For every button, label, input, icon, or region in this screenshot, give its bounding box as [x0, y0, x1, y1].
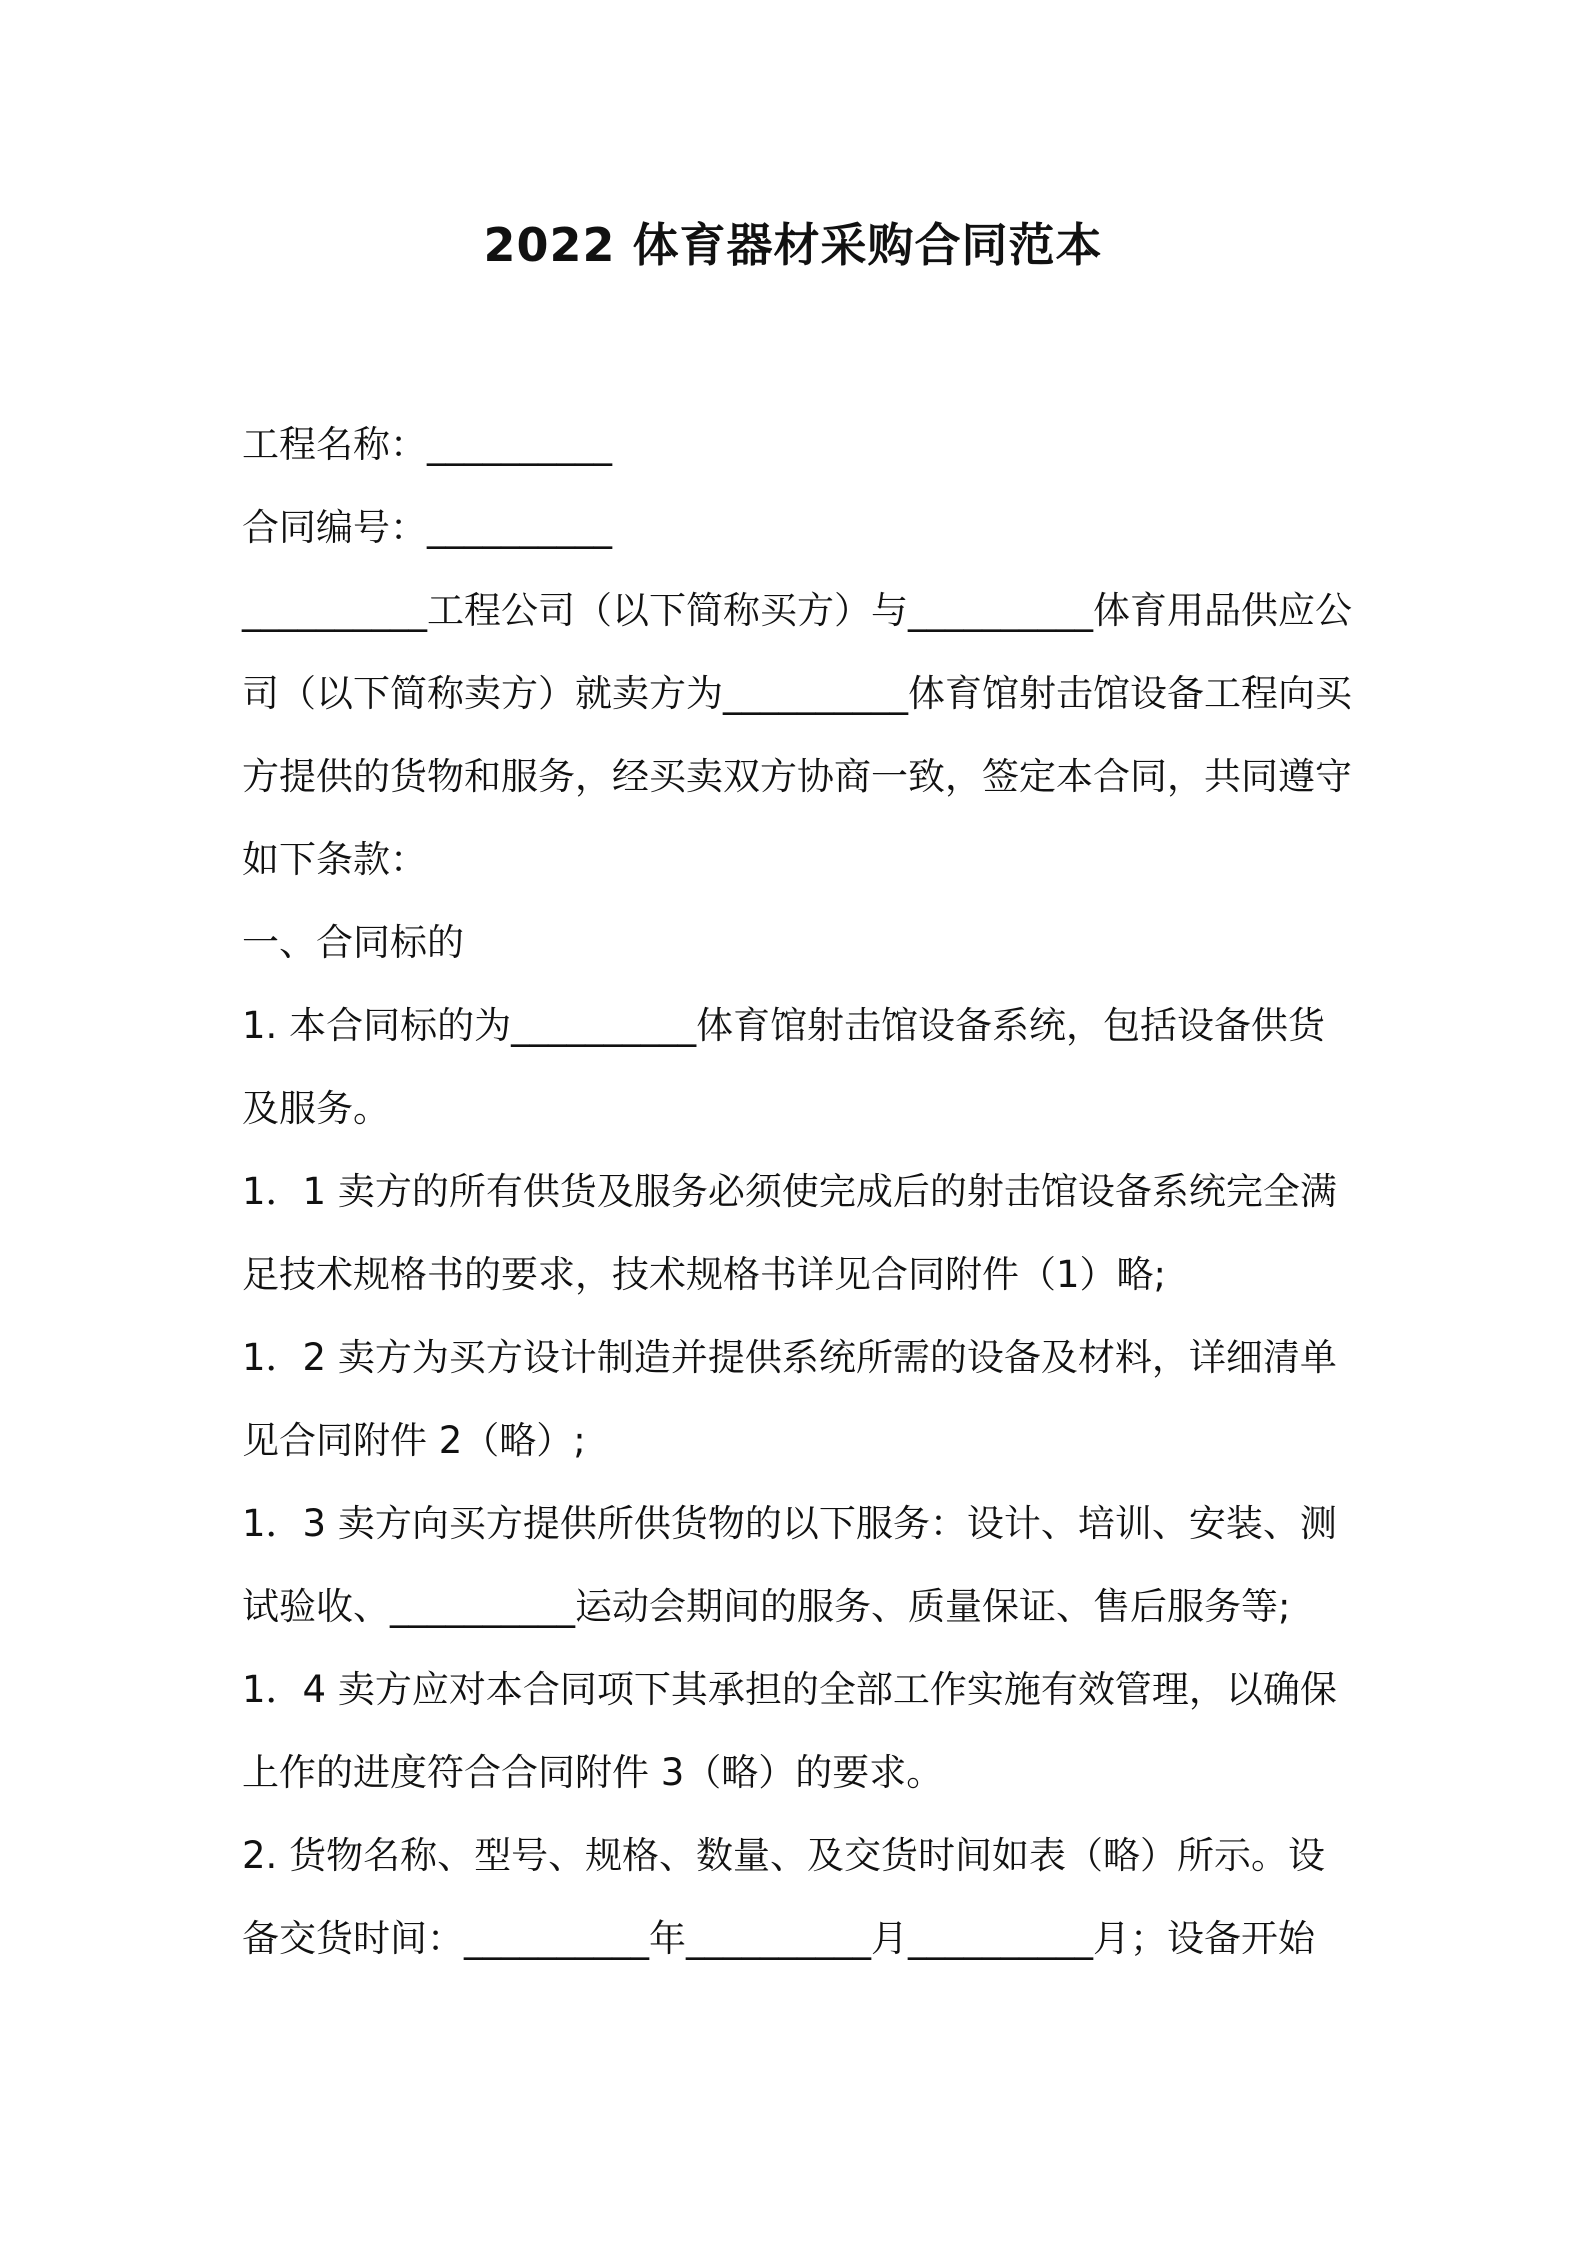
paragraph-line: 1．4 卖方应对本合同项下其承担的全部工作实施有效管理，以确保	[242, 1668, 1337, 1711]
paragraph-line: 1．2 卖方为买方设计制造并提供系统所需的设备及材料，详细清单	[242, 1336, 1337, 1379]
project-name-line: 工程名称：__________	[242, 423, 612, 466]
paragraph-line: 足技术规格书的要求，技术规格书详见合同附件（1）略;	[242, 1253, 1167, 1296]
paragraph-line: 1. 本合同标的为__________体育馆射击馆设备系统，包括设备供货	[242, 1004, 1326, 1047]
paragraph-line: 试验收、__________运动会期间的服务、质量保证、售后服务等;	[242, 1585, 1291, 1628]
document-title: 2022 体育器材采购合同范本	[483, 218, 1103, 272]
paragraph-line: 2. 货物名称、型号、规格、数量、及交货时间如表（略）所示。设	[242, 1834, 1326, 1877]
contract-number-line: 合同编号：__________	[242, 506, 612, 549]
paragraph-line: 见合同附件 2（略）;	[242, 1419, 586, 1462]
document-body	[242, 403, 1352, 1980]
paragraph-line: 备交货时间：__________年__________月__________月；设备开始	[242, 1917, 1315, 1960]
paragraph-line: 司（以下简称卖方）就卖方为__________体育馆射击馆设备工程向买	[242, 672, 1352, 715]
paragraph-line: 及服务。	[242, 1087, 390, 1130]
section-heading: 一、合同标的	[242, 921, 464, 964]
paragraph-line: 1．1 卖方的所有供货及服务必须使完成后的射击馆设备系统完全满	[242, 1170, 1337, 1213]
paragraph-line: 如下条款：	[242, 838, 427, 881]
paragraph-line: 1．3 卖方向买方提供所供货物的以下服务：设计、培训、安装、测	[242, 1502, 1337, 1545]
paragraph-line: 上作的进度符合合同附件 3（略）的要求。	[242, 1751, 944, 1794]
paragraph-line: __________工程公司（以下简称买方）与__________体育用品供应公	[242, 589, 1352, 632]
paragraph-line: 方提供的货物和服务，经买卖双方协商一致，签定本合同，共同遵守	[242, 755, 1352, 798]
